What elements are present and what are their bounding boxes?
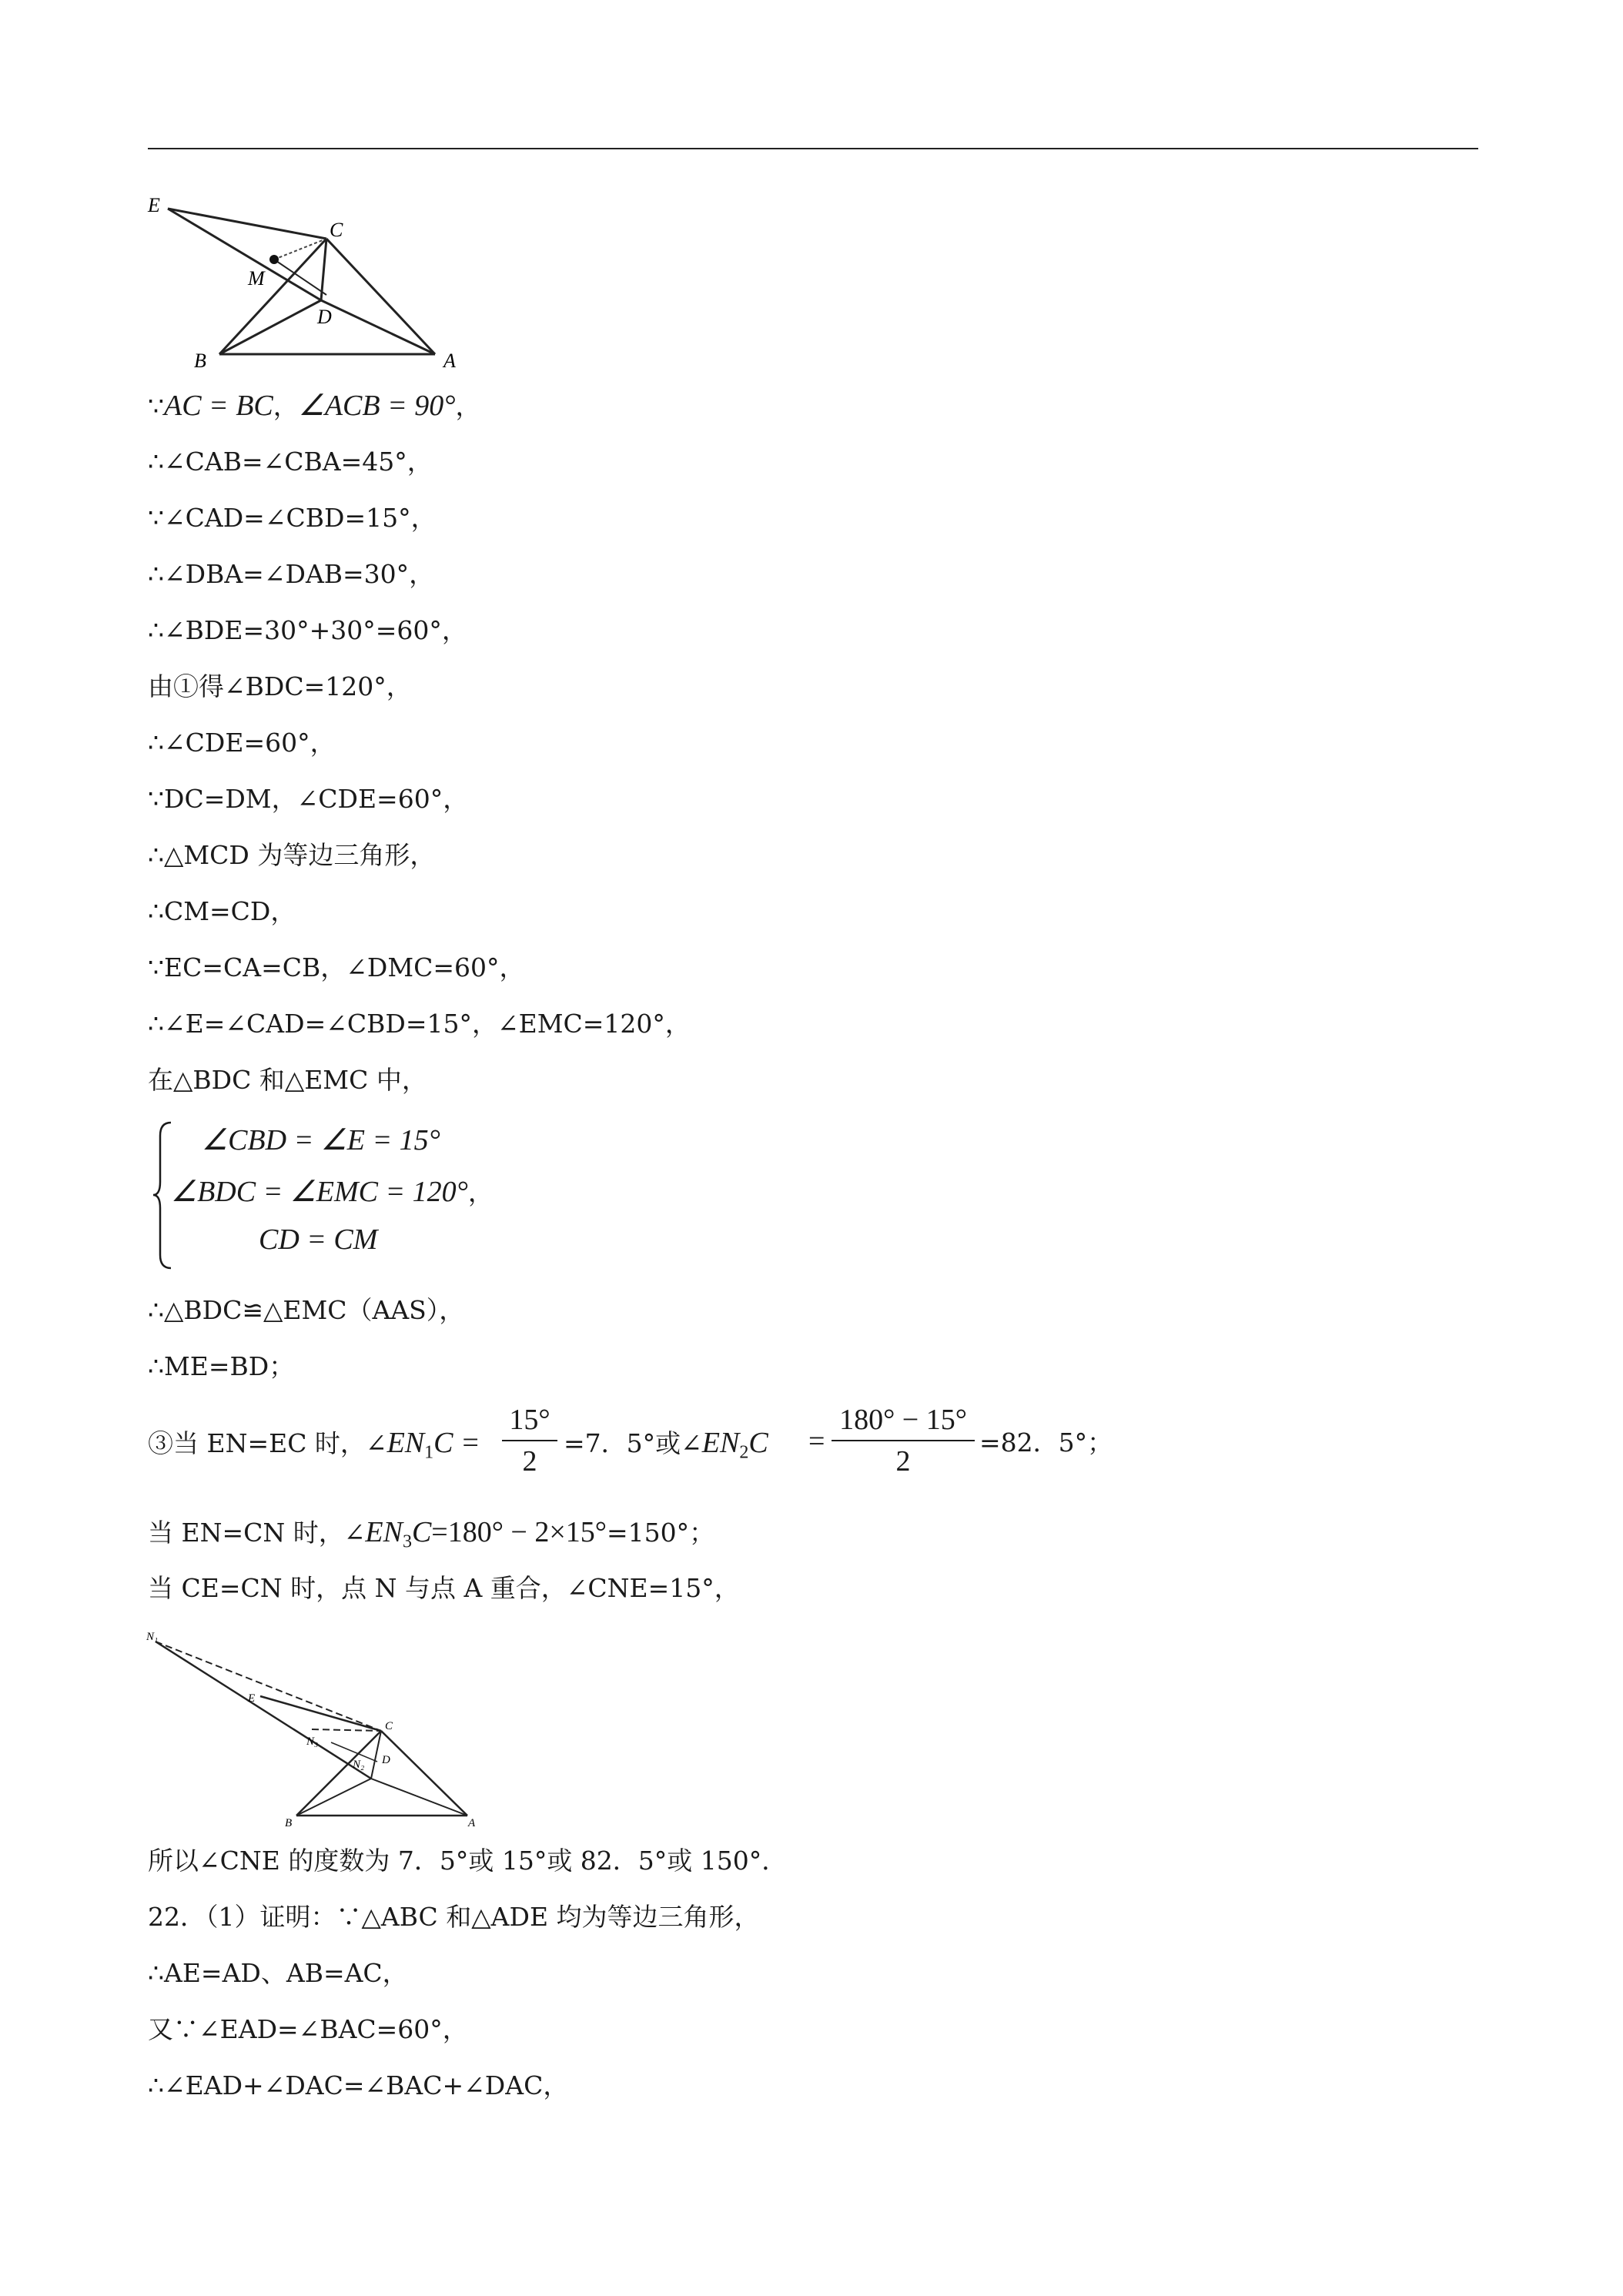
label-c: C xyxy=(385,1720,393,1732)
geometry-figure-2 xyxy=(146,1631,485,1831)
proof-line-16-mid: =7．5°或$\angle EN_2C$ xyxy=(564,1427,768,1463)
proof-line-21: ∴AE=AD、AB=AC， xyxy=(148,1958,408,1988)
proof-line-14: ∴△BDC≌△EMC（AAS）， xyxy=(148,1295,465,1325)
label-a: A xyxy=(468,1817,476,1829)
proof-line-6: 由①得∠BDC=120°， xyxy=(148,671,412,701)
proof-line-19: 所以∠CNE 的度数为 7．5°或 15°或 82．5°或 150°． xyxy=(148,1846,788,1876)
system-eq-2: ∠BDC = ∠EMC = 120°， xyxy=(171,1176,494,1208)
proof-line-16: ③当 EN=EC 时，$\angle EN_1C$ = xyxy=(148,1427,480,1463)
system-eq-1: ∠CBD = ∠E = 15° xyxy=(202,1124,440,1156)
proof-line-11: ∵EC=CA=CB，∠DMC=60°， xyxy=(148,952,525,982)
label-m: M xyxy=(248,267,265,290)
proof-line-15: ∴ME=BD； xyxy=(148,1351,295,1381)
label-b: B xyxy=(194,350,206,372)
proof-line-22: 又∵∠EAD=∠BAC=60°， xyxy=(148,2014,468,2044)
proof-line-20: 22．（1）证明：∵△ABC 和△ADE 均为等边三角形， xyxy=(148,1902,760,1932)
fraction-1-numerator: 15° xyxy=(509,1404,550,1436)
proof-line-4: ∴∠DBA=∠DAB=30°， xyxy=(148,559,435,589)
system-eq-3: CD = CM xyxy=(259,1223,378,1256)
label-e: E xyxy=(248,1692,256,1705)
proof-line-3: ∵∠CAD=∠CBD=15°， xyxy=(148,503,437,533)
proof-line-8: ∵DC=DM，∠CDE=60°， xyxy=(148,784,469,814)
fraction-1-bar xyxy=(502,1440,557,1441)
label-e: E xyxy=(148,194,160,216)
label-n3: N₃ xyxy=(306,1735,319,1748)
label-b: B xyxy=(285,1817,293,1829)
fraction-2-denominator: 2 xyxy=(895,1445,911,1478)
label-d: D xyxy=(317,306,332,328)
fraction-1-denominator: 2 xyxy=(522,1445,537,1478)
proof-line-23: ∴∠EAD+∠DAC=∠BAC+∠DAC， xyxy=(148,2070,569,2100)
proof-line-13: 在△BDC 和△EMC 中， xyxy=(148,1065,427,1095)
proof-line-16-end: =82．5°； xyxy=(979,1427,1113,1458)
proof-line-9: ∴△MCD 为等边三角形， xyxy=(148,840,436,870)
label-n2: N₂ xyxy=(353,1759,365,1771)
proof-line-1: ∵AC = BC，∠ACB = 90°， xyxy=(148,390,481,422)
proof-line-7: ∴∠CDE=60°， xyxy=(148,728,336,758)
proof-line-17: 当 EN=CN 时，$\angle EN_3C=180^\circ - 2\times 15^\circ=150^\circ$； xyxy=(148,1516,715,1552)
label-d: D xyxy=(382,1754,390,1766)
proof-line-10: ∴CM=CD， xyxy=(148,896,296,926)
proof-line-18: 当 CE=CN 时，点 N 与点 A 重合，∠CNE=15°， xyxy=(148,1573,740,1603)
fraction-2-numerator: 180° − 15° xyxy=(839,1404,967,1436)
proof-line-5: ∴∠BDE=30°+30°=60°， xyxy=(148,615,467,645)
proof-line-2: ∴∠CAB=∠CBA=45°， xyxy=(148,447,433,477)
header-rule xyxy=(148,148,1478,149)
geometry-figure-1 xyxy=(146,189,470,377)
label-n1: N₁ xyxy=(146,1631,159,1643)
point-m-dot xyxy=(269,255,279,264)
proof-line-16-eq: = xyxy=(808,1425,825,1458)
label-c: C xyxy=(330,219,343,241)
label-a: A xyxy=(443,350,456,372)
fraction-2-bar xyxy=(832,1440,975,1441)
proof-line-12: ∴∠E=∠CAD=∠CBD=15°，∠EMC=120°， xyxy=(148,1009,691,1039)
